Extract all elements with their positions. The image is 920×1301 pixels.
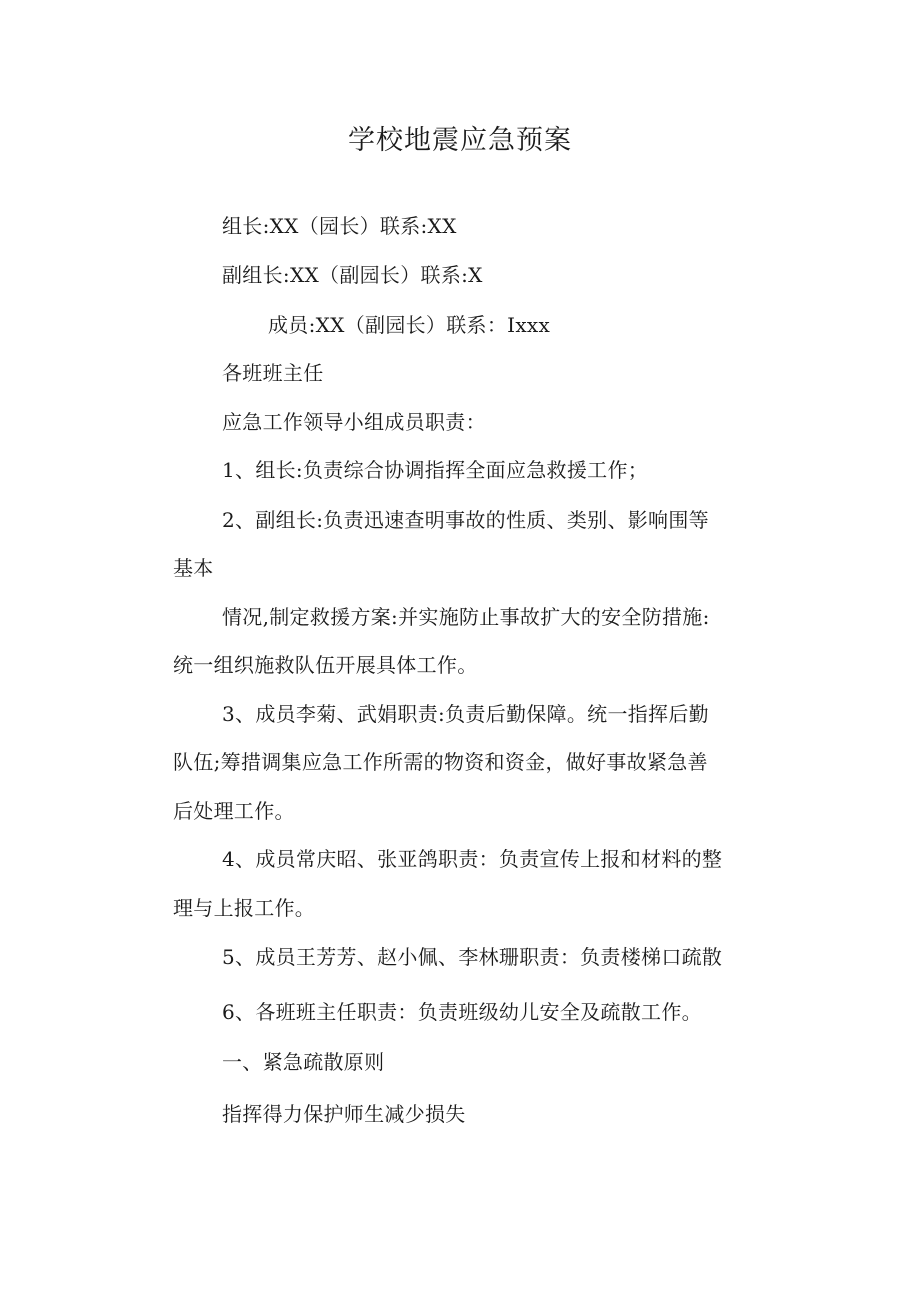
- text-line: 应急工作领导小组成员职责：: [222, 410, 486, 434]
- text-line: 副组长:XX（副园长）联系:X: [222, 263, 483, 287]
- text-line: 基本: [173, 556, 214, 580]
- text-line: 5、成员王芳芳、赵小佩、李林珊职责：负责楼梯口疏散: [222, 945, 723, 969]
- text-line: 指挥得力保护师生减少损失: [222, 1102, 466, 1126]
- text-line: 一、紧急疏散原则: [222, 1050, 385, 1074]
- text-line: 队伍;筹措调集应急工作所需的物资和资金，做好事故紧急善: [173, 750, 708, 774]
- text-line: 6、各班班主任职责：负责班级幼儿安全及疏散工作。: [222, 1000, 702, 1024]
- document-title: 学校地震应急预案: [348, 125, 572, 156]
- text-line: 4、成员常庆昭、张亚鸽职责：负责宣传上报和材料的整: [222, 847, 723, 871]
- text-line: 1、组长:负责综合协调指挥全面应急救援工作；: [222, 458, 649, 482]
- text-line: 统一组织施救队伍开展具体工作。: [173, 653, 478, 677]
- text-line: 后处理工作。: [173, 799, 295, 823]
- text-line: 2、副组长:负责迅速查明事故的性质、类别、影响围等: [222, 508, 709, 532]
- text-line: 成员:XX（副园长）联系：Ixxx: [268, 313, 551, 337]
- text-line: 理与上报工作。: [173, 896, 316, 920]
- text-line: 3、成员李菊、武娟职责:负责后勤保障。统一指挥后勤: [222, 702, 709, 726]
- text-line: 情况,制定救援方案:并实施防止事故扩大的安全防措施:: [222, 605, 710, 629]
- text-line: 组长:XX（园长）联系:XX: [222, 214, 457, 238]
- text-line: 各班班主任: [222, 361, 324, 385]
